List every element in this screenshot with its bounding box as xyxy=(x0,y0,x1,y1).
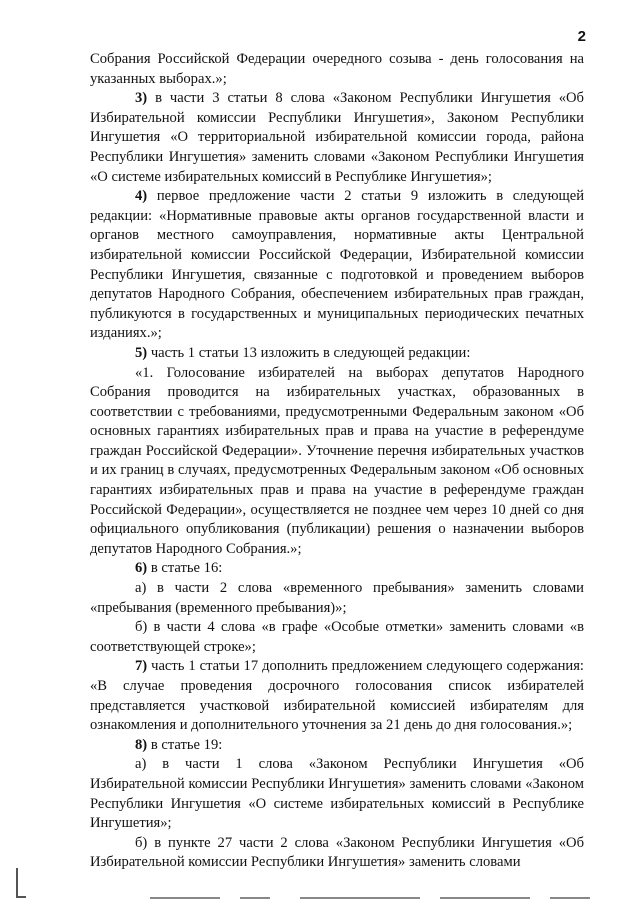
paragraph-text: в части 3 статьи 8 слова «Законом Республики Ингушетия «Об Избирательной комиссии Республики Ингушетия», Законом Республики Ингушетия «О территориальной избирательной комиссии города, района Республики Ингушетия» заменить словами «Законом Республики Ингушетия «О системе избирательных комиссий в Республике Ингушетия»; xyxy=(90,90,584,185)
item-number: 5) xyxy=(135,344,148,361)
scan-edge-mark xyxy=(16,868,18,898)
paragraph-quote-article-13 xyxy=(90,364,584,560)
paragraph-subitem-8b xyxy=(90,834,584,873)
scan-artifact xyxy=(150,897,220,899)
item-number: 8) xyxy=(135,736,148,753)
scan-edge-mark xyxy=(16,896,26,898)
paragraph-text: б) в части 4 слова «в графе «Особые отметки» заменить словами «в соответствующей строке»; xyxy=(90,619,584,655)
item-number: 3) xyxy=(135,90,148,107)
paragraph-text: «1. Голосование избирателей на выборах депутатов Народного Собрания проводится на избирательных участках, образованных в соответствии с требованиями, предусмотренными Федеральным законом «Об основных гарантиях избирательных прав и права на участие в референдуме граждан Российской Федерации». Уточнение перечня избирательных участков и их границ в случаях, предусмотренных Федеральным законом «Об основных гарантиях избирательных прав и права на участие в референдуме граждан Российской Федерации», осуществляется не позднее чем через 10 дней со дня официального опубликования (публикации) решения о назначении выборов депутатов Народного Собрания.»; xyxy=(90,364,584,557)
paragraph-item-4 xyxy=(90,187,584,344)
paragraph-text: Собрания Российской Федерации очередного созыва - день голосования на указанных выборах.»; xyxy=(90,51,584,87)
document-body xyxy=(90,50,584,873)
scan-artifact xyxy=(550,897,590,899)
paragraph-item-6 xyxy=(90,559,584,579)
paragraph-text: а) в части 1 слова «Законом Республики Ингушетия «Об Избирательной комиссии Республики Ингушетия» заменить словами «Законом Республики Ингушетия «О системе избирательных комиссий в Республике Ингушетия»; xyxy=(90,756,584,832)
paragraph-item-7 xyxy=(90,657,584,735)
paragraph-text: б) в пункте 27 части 2 слова «Законом Республики Ингушетия «Об Избирательной комиссии Республики Ингушетия» заменить словами xyxy=(90,834,584,871)
item-number: 7) xyxy=(135,658,148,675)
paragraph-text: в статье 19: xyxy=(147,736,223,753)
scan-artifact xyxy=(300,897,420,899)
paragraph-continuation xyxy=(90,50,584,89)
paragraph-text: в статье 16: xyxy=(147,560,223,577)
paragraph-text: а) в части 2 слова «временного пребывания» заменить словами «пребывания (временного пребывания)»; xyxy=(90,580,584,616)
page-number: 2 xyxy=(577,28,586,45)
paragraph-item-8 xyxy=(90,736,584,756)
scan-artifact xyxy=(240,897,270,899)
item-number: 6) xyxy=(135,560,148,577)
scan-artifact xyxy=(440,897,530,899)
paragraph-item-3 xyxy=(90,89,584,187)
paragraph-subitem-8a xyxy=(90,755,584,833)
paragraph-text: первое предложение части 2 статьи 9 изложить в следующей редакции: «Нормативные правовые акты органов государственной власти и органов местного самоуправления, нормативные акты Центральной избирательной комиссии Российской Федерации, Избирательной комиссии Республики Ингушетия, связанные с подготовкой и проведением выборов депутатов Народного Собрания, обеспечением избирательных прав граждан, публикуются в государственных и муниципальных периодических печатных изданиях.»; xyxy=(90,188,584,342)
paragraph-item-5 xyxy=(90,344,584,364)
paragraph-subitem-6a xyxy=(90,579,584,618)
paragraph-text: часть 1 статьи 17 дополнить предложением следующего содержания: «В случае проведения досрочного голосования список избирателей представляется участковой избирательной комиссией избирателям для ознакомления и дополнительного уточнения за 21 день до дня голосования.»; xyxy=(90,658,584,734)
item-number: 4) xyxy=(135,188,148,205)
paragraph-text: часть 1 статьи 13 изложить в следующей редакции: xyxy=(147,344,471,361)
paragraph-subitem-6b xyxy=(90,618,584,657)
